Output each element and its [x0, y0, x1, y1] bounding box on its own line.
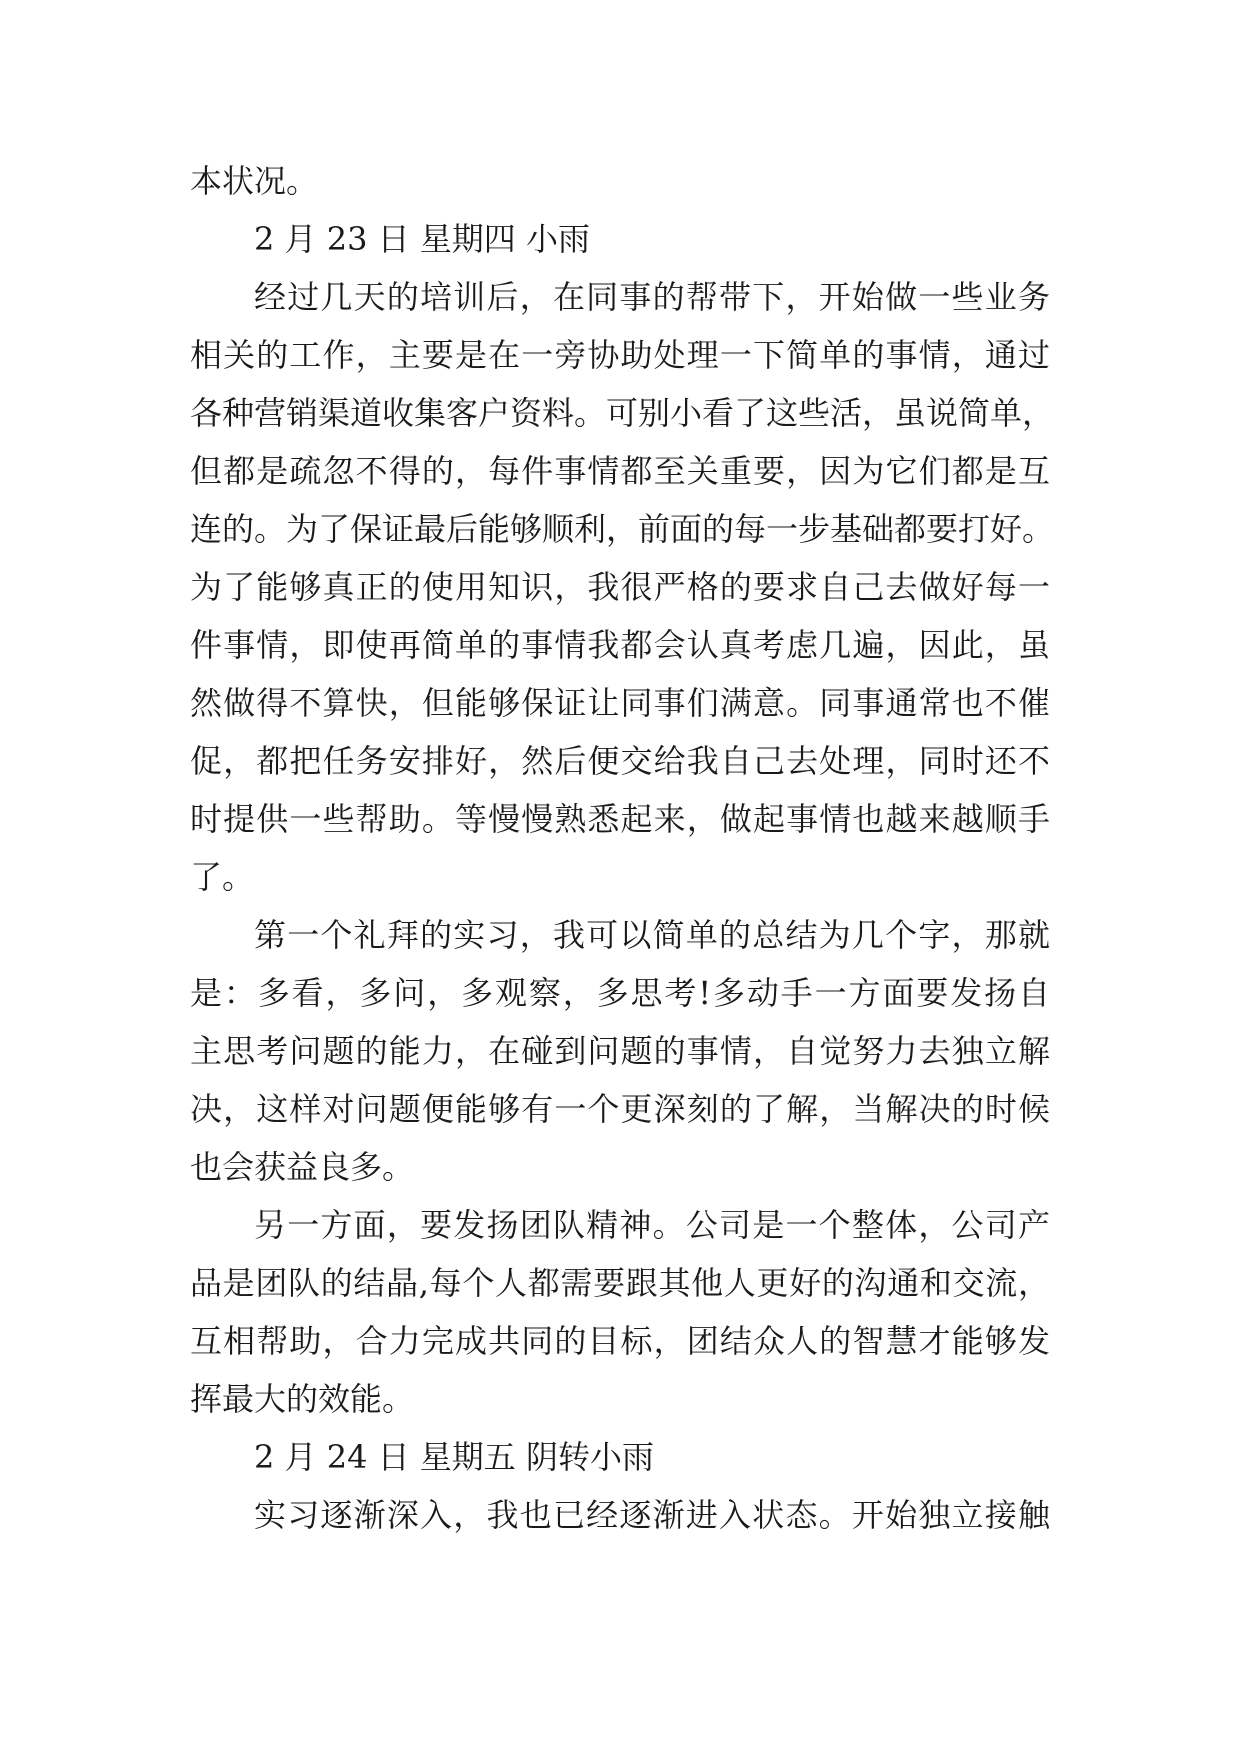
text-line: 挥最大的效能。: [190, 1380, 415, 1418]
document-body: [190, 152, 1055, 1544]
text-line: 相关的工作，主要是在一旁协助处理一下简单的事情，通过: [190, 336, 1050, 374]
text-line: 品是团队的结晶,每个人都需要跟其他人更好的沟通和交流，: [190, 1264, 1050, 1302]
text-line: 实习逐渐深入，我也已经逐渐进入状态。开始独立接触: [254, 1496, 1050, 1534]
text-line: 决，这样对问题便能够有一个更深刻的了解，当解决的时候: [190, 1090, 1050, 1128]
text-line: 也会获益良多。: [190, 1148, 415, 1186]
text-line: 是：多看，多问，多观察，多思考!多动手一方面要发扬自: [190, 974, 1050, 1012]
text-line: 各种营销渠道收集客户资料。可别小看了这些活，虽说简单，: [190, 394, 1055, 432]
text-line: 件事情，即使再简单的事情我都会认真考虑几遍，因此，虽: [190, 626, 1050, 664]
text-line: 经过几天的培训后，在同事的帮带下，开始做一些业务: [254, 278, 1050, 316]
text-line: 2 月 24 日 星期五 阴转小雨: [254, 1438, 654, 1476]
text-line: 了。: [190, 858, 255, 896]
text-line: 本状况。: [190, 162, 319, 200]
text-line: 然做得不算快，但能够保证让同事们满意。同事通常也不催: [190, 684, 1050, 722]
text-line: 第一个礼拜的实习，我可以简单的总结为几个字，那就: [254, 916, 1050, 954]
text-line: 连的。为了保证最后能够顺利，前面的每一步基础都要打好。: [190, 510, 1055, 548]
text-line: 时提供一些帮助。等慢慢熟悉起来，做起事情也越来越顺手: [190, 800, 1050, 838]
text-line: 主思考问题的能力，在碰到问题的事情，自觉努力去独立解: [190, 1032, 1050, 1070]
text-line: 但都是疏忽不得的，每件事情都至关重要，因为它们都是互: [190, 452, 1050, 490]
text-line: 互相帮助，合力完成共同的目标，团结众人的智慧才能够发: [190, 1322, 1050, 1360]
text-line: 2 月 23 日 星期四 小雨: [254, 220, 590, 258]
text-line: 为了能够真正的使用知识，我很严格的要求自己去做好每一: [190, 568, 1050, 606]
text-line: 促，都把任务安排好，然后便交给我自己去处理，同时还不: [190, 742, 1050, 780]
text-line: 另一方面，要发扬团队精神。公司是一个整体，公司产: [254, 1206, 1050, 1244]
